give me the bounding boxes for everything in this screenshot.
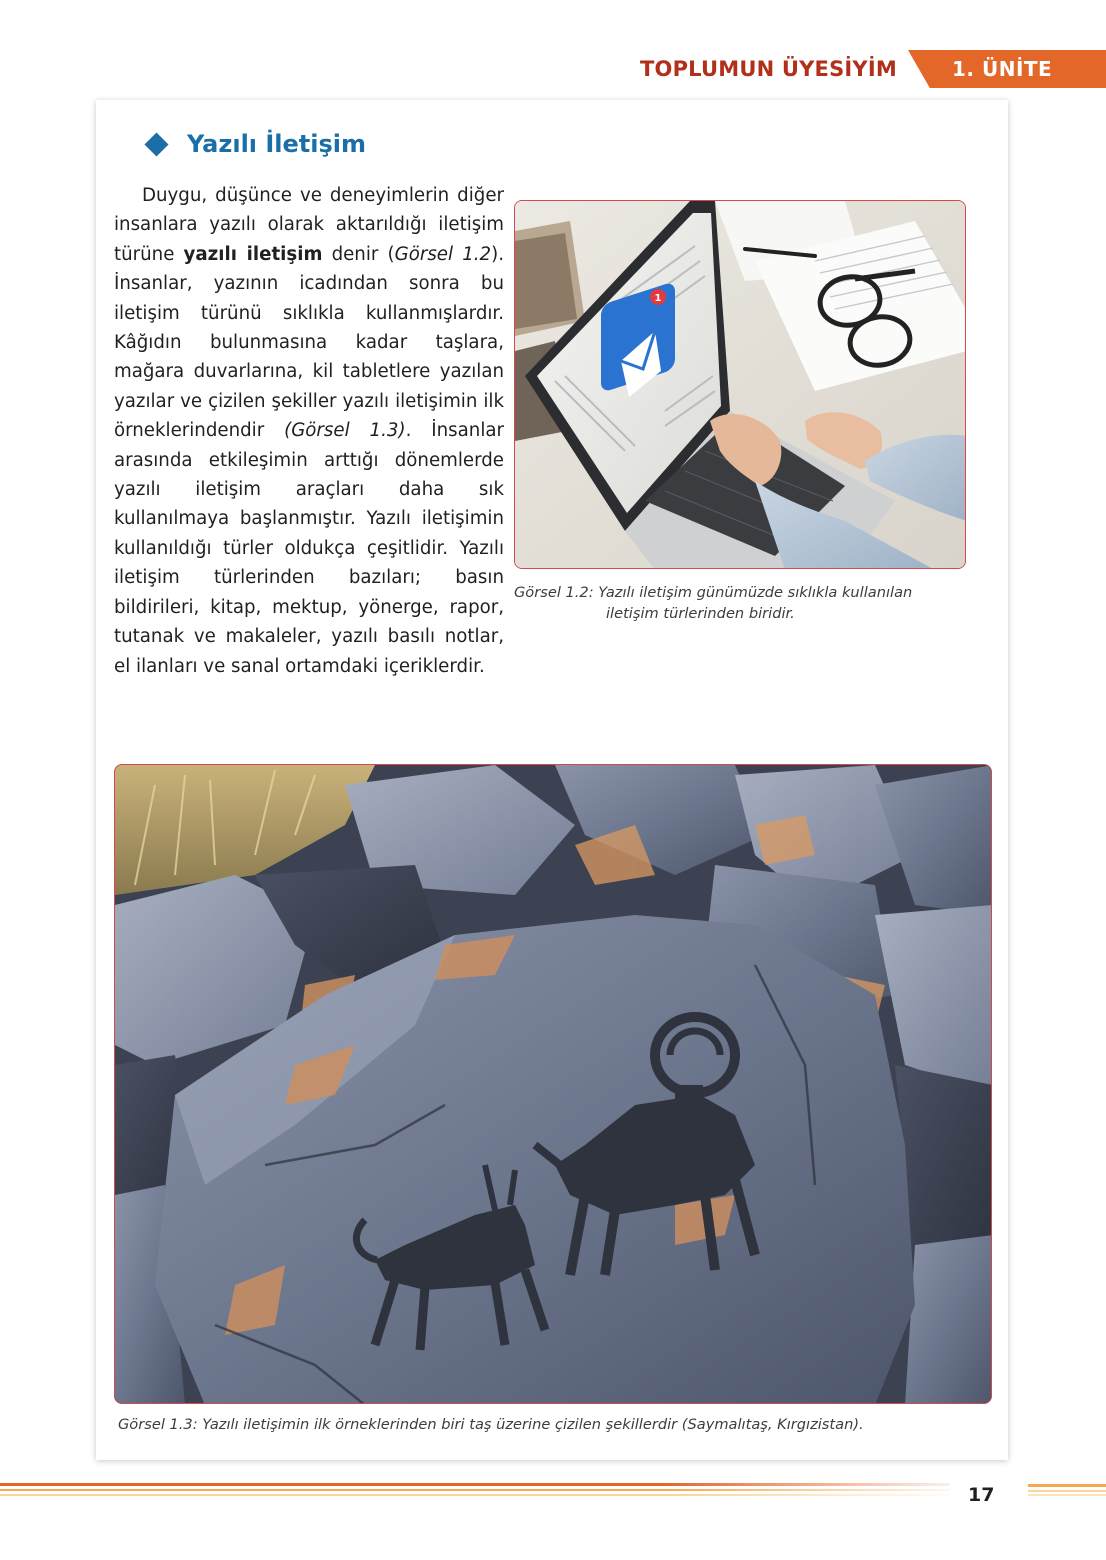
- figure1-caption: [514, 582, 964, 624]
- figure1-caption-line2: iletişim türlerinden biridir.: [606, 605, 795, 622]
- figure-reference: Görsel 1.2: [394, 243, 492, 265]
- section-title: Yazılı İletişim: [187, 130, 367, 158]
- figure-petroglyph-rock: [114, 764, 992, 1404]
- laptop-email-illustration: [515, 201, 966, 569]
- body-text-part: denir (: [322, 243, 395, 265]
- body-paragraph: [114, 181, 504, 681]
- footer-stripe-left: [0, 1483, 950, 1497]
- unit-header-title: TOPLUMUN ÜYESİYİM: [640, 57, 897, 81]
- figure1-caption-line1: Görsel 1.2: Yazılı iletişim günümüzde sıklıkla kullanılan: [514, 584, 913, 601]
- figure2-caption: Görsel 1.3: Yazılı iletişimin ilk örneklerinden biri taş üzerine çizilen şekillerdir (Saymalıtaş, Kırgızistan).: [118, 1416, 864, 1433]
- notification-count: 1: [654, 293, 662, 304]
- section-heading: [146, 128, 366, 160]
- figure-laptop-email: [514, 200, 966, 569]
- body-text-part: ). İnsanlar, yazının icadından sonra bu iletişim türünü sıklıkla kullanmışlardır. Kâğıdın bulunmasına kadar taşlara, mağara duvarlarına, kil tabletlere yazılan yazılar ve çizilen şekiller yazılı iletişimin ilk örneklerindendir: [114, 243, 505, 442]
- footer-stripe-right: [1028, 1483, 1106, 1497]
- diamond-bullet-icon: [144, 132, 168, 156]
- page-number: 17: [968, 1484, 995, 1506]
- figure-reference: (Görsel 1.3): [284, 420, 406, 442]
- petroglyph-illustration: [115, 765, 992, 1404]
- key-term: yazılı iletişim: [183, 243, 323, 265]
- body-text-part: . İnsanlar arasında etkileşimin arttığı dönemlerde yazılı iletişim araçları daha sık kullanılmaya başlanmıştır. Yazılı iletişimin kullanıldığı türler oldukça çeşitlidir. Yazılı iletişim türlerinden bazıları; basın bildirileri, kitap, mektup, yönerge, rapor, tutanak ve makaleler, yazılı basılı notlar, el ilanları ve sanal ortamdaki içeriklerdir.: [114, 420, 505, 677]
- unit-tab-label: 1. ÜNİTE: [952, 57, 1053, 81]
- body-text-part: Duygu, düşünce ve deneyimlerin diğer insanlara yazılı olarak aktarıldığı iletişim türüne: [114, 185, 504, 265]
